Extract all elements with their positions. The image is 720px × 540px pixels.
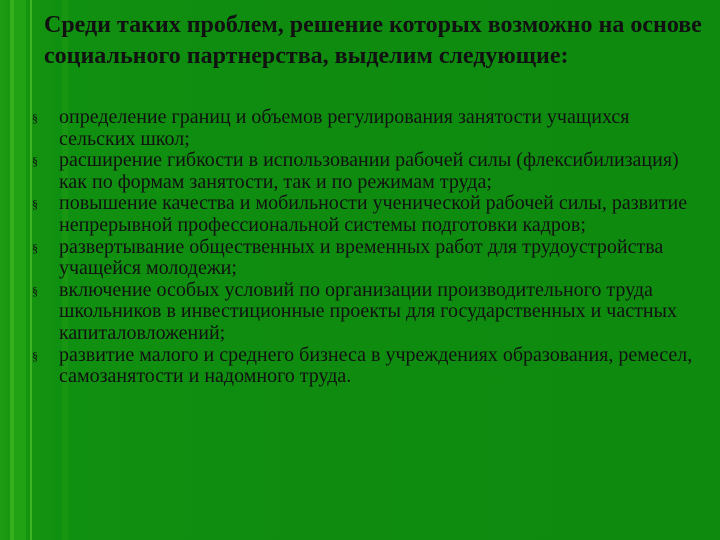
bullet-item [30, 193, 700, 236]
section-sign-icon: § [32, 348, 38, 363]
bullet-text: расширение гибкости в использовании рабочей силы (флексибилизация) как по формам занятости, так и по режимам труда; [59, 149, 679, 193]
bullet-item [30, 107, 700, 150]
decorative-stripe [14, 0, 26, 540]
bullet-text: повышение качества и мобильности ученической рабочей силы, развитие непрерывной профессиональной системы подготовки кадров; [59, 192, 688, 236]
bullet-item [30, 280, 700, 345]
bullet-item [30, 237, 700, 280]
bullet-item [30, 345, 700, 388]
section-sign-icon: § [32, 240, 38, 255]
bullet-text: развертывание общественных и временных работ для трудоустройства учащейся молодежи; [59, 235, 664, 280]
slide-title: Среди таких проблем, решение которых возможно на основе социального партнерства, выделим следующие: [44, 12, 702, 69]
section-sign-icon: § [32, 154, 38, 169]
bullet-text: включение особых условий по организации производительного труда школьников в инвестиционные проекты для государственных и частных капиталовложений; [59, 278, 677, 344]
bullet-item [30, 150, 700, 193]
section-sign-icon: § [32, 197, 38, 212]
section-sign-icon: § [32, 283, 38, 298]
bullet-text: определение границ и объемов регулирования занятости учащихся сельских школ; [59, 106, 630, 150]
bullet-list [30, 107, 700, 388]
bullet-text: развитие малого и среднего бизнеса в учреждениях образования, ремесел, самозанятости и надомного труда. [59, 343, 693, 388]
section-sign-icon: § [32, 111, 38, 125]
